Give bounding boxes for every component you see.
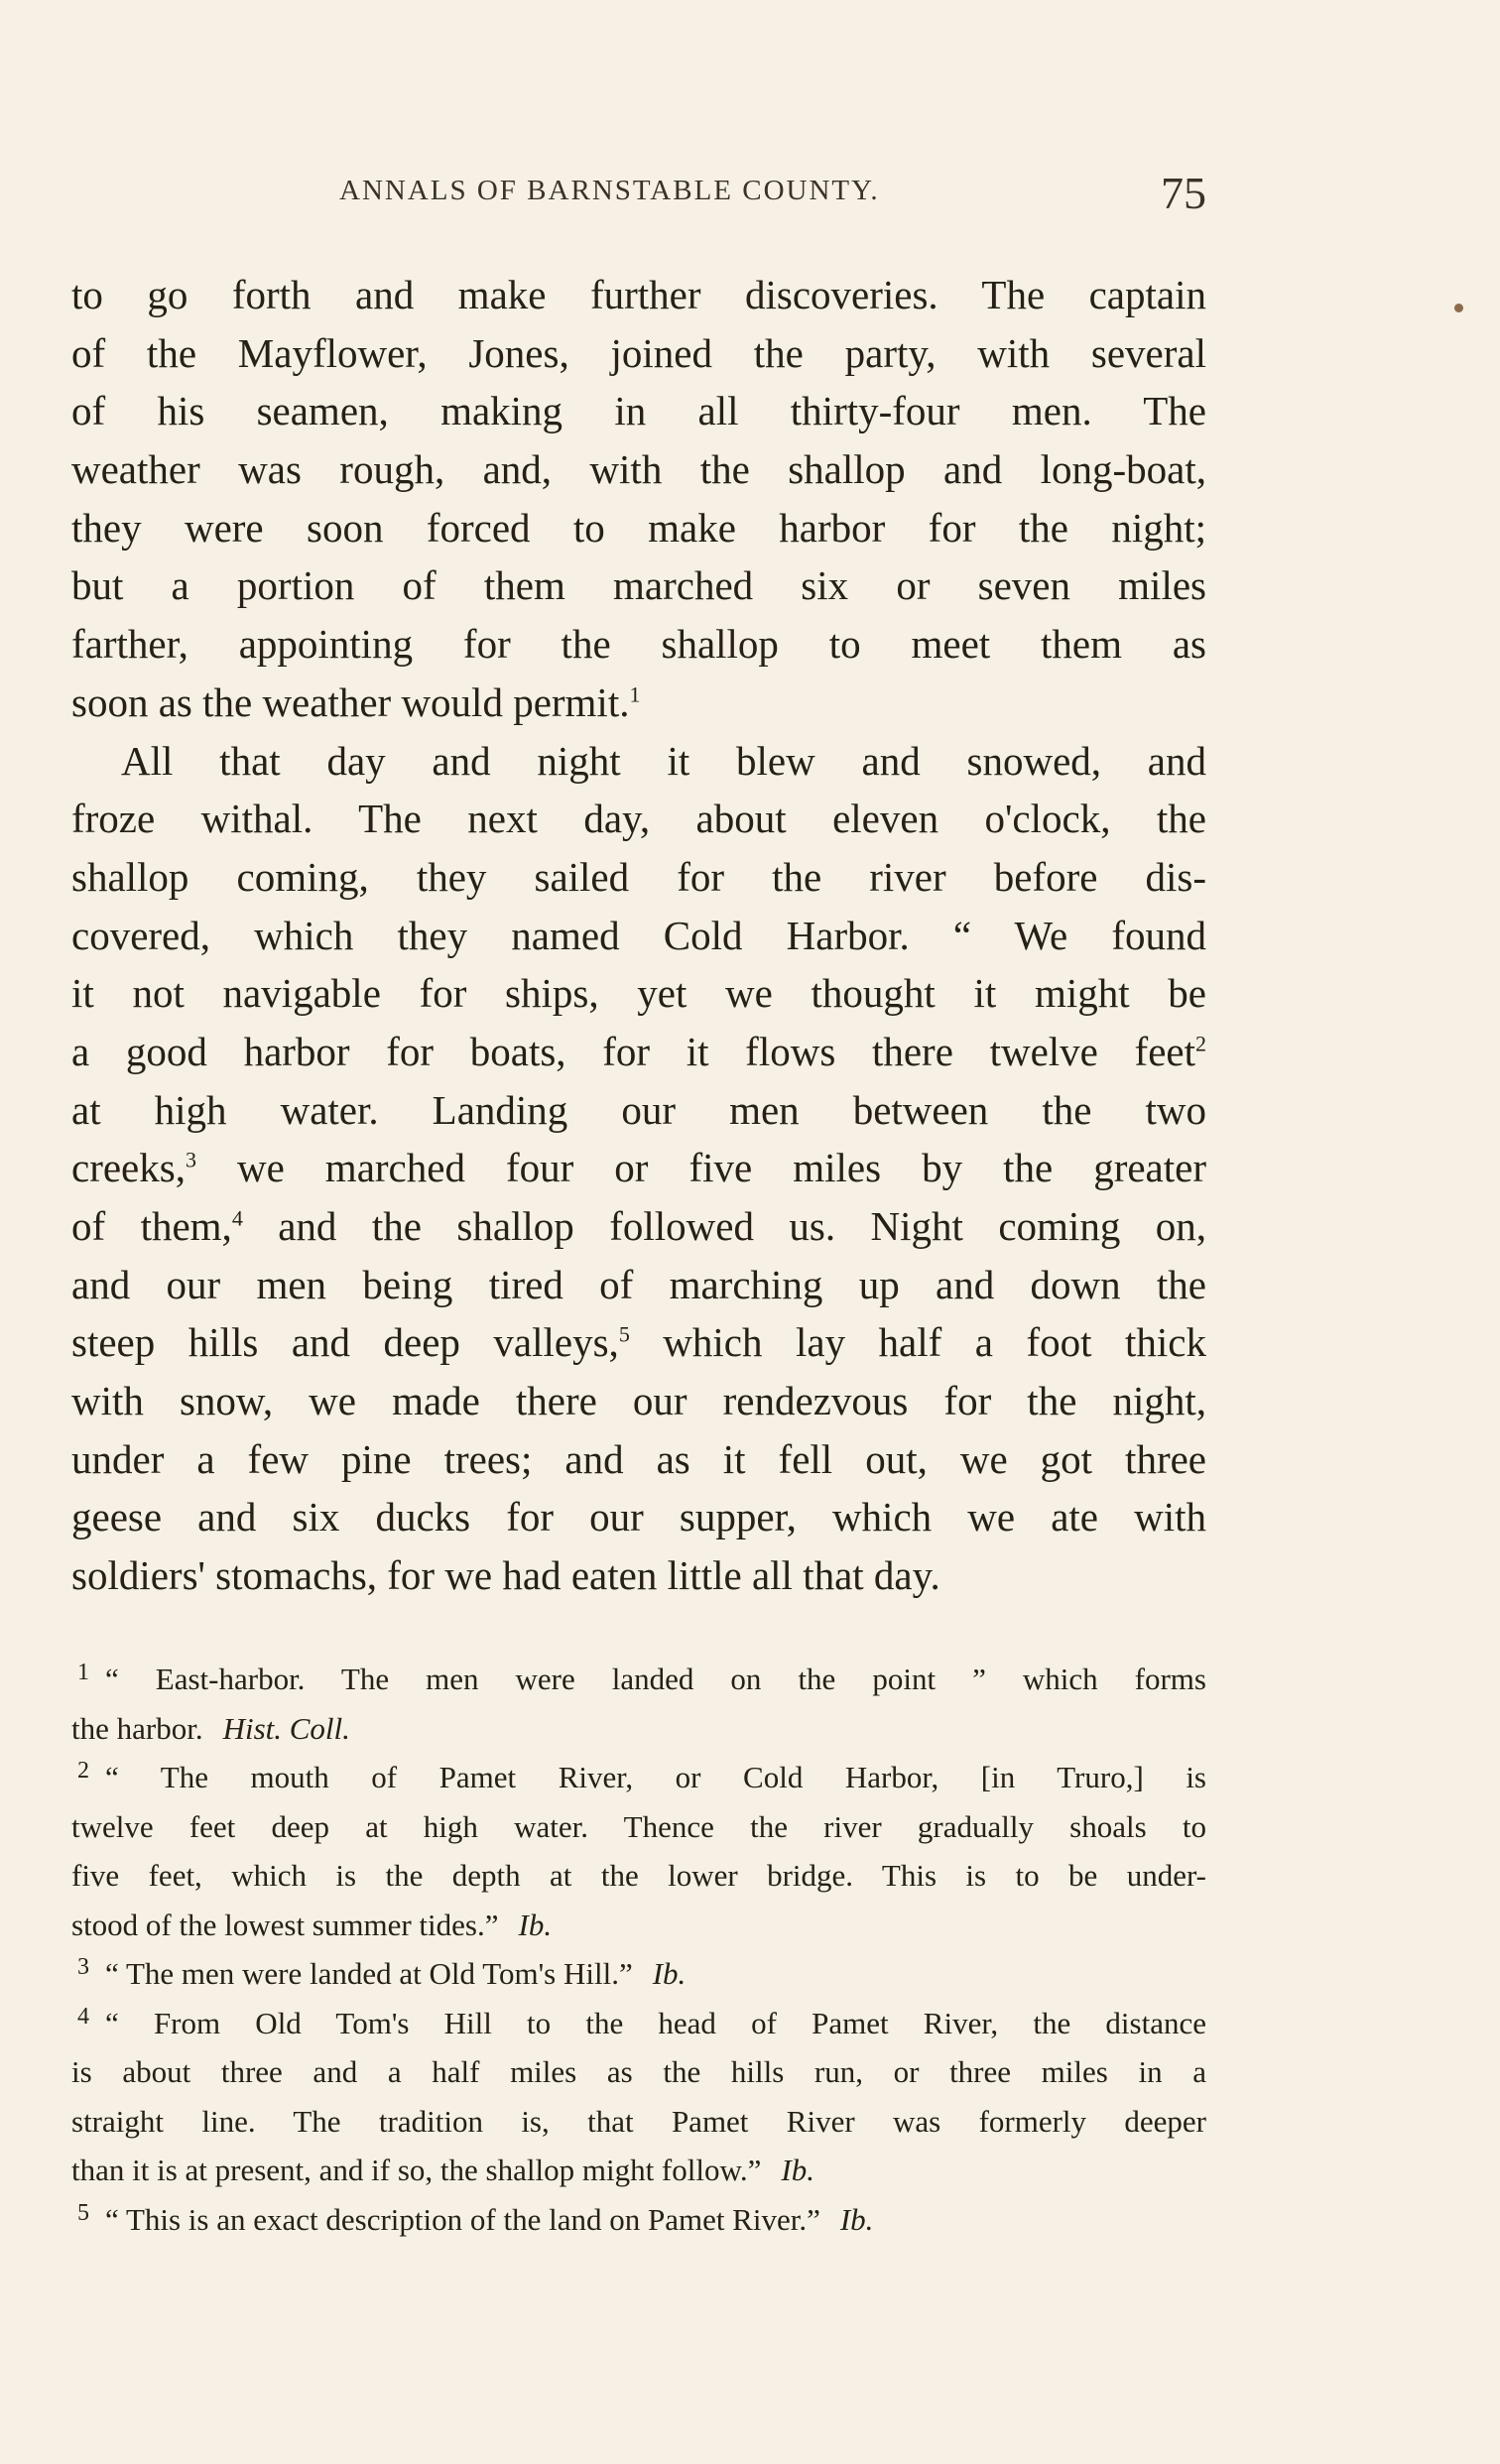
body-line <box>71 440 1206 499</box>
footnote-line <box>71 2097 1206 2147</box>
body-line-text-continued: we marched four or five miles by the greater <box>195 1145 1206 1191</box>
footnote-text: “ This is an exact description of the land on Pamet River.” <box>105 2201 820 2237</box>
body-line <box>71 732 1206 791</box>
footnote-line <box>71 1949 1206 1999</box>
footnote-text: is about three and a half miles as the hills run, or three miles in a <box>71 2054 1206 2089</box>
body-line-text-continued: which lay half a foot thick <box>629 1319 1206 1366</box>
footnote-citation: Ib. <box>839 2201 874 2237</box>
footnote-text: stood of the lowest summer tides.” <box>71 1907 499 1942</box>
footnote-line <box>71 2047 1206 2097</box>
body-line-text: a good harbor for boats, for it flows there twelve feet <box>71 1028 1195 1074</box>
body-line <box>71 1256 1206 1314</box>
footnote-number: 3 <box>77 1954 89 1980</box>
page-number: 75 <box>1161 168 1206 218</box>
body-line <box>71 1546 1206 1605</box>
body-line <box>71 382 1206 440</box>
footnote-text: straight line. The tradition is, that Pamet River was formerly deeper <box>71 2103 1206 2139</box>
running-head: ANNALS OF BARNSTABLE COUNTY. <box>339 175 880 206</box>
body-line-text: steep hills and deep valleys, <box>71 1319 619 1366</box>
body-line <box>71 1430 1206 1489</box>
body-line-text: they were soon forced to make harbor for the night; <box>71 504 1206 551</box>
body-line-text: of them, <box>71 1203 232 1249</box>
footnote-text: five feet, which is the depth at the lower bridge. This is to be under- <box>71 1858 1206 1893</box>
body-line <box>71 556 1206 615</box>
footnote-line <box>71 2146 1206 2195</box>
body-line <box>71 964 1206 1023</box>
footnote-text: “ The mouth of Pamet River, or Cold Harbor, [in Truro,] is <box>105 1760 1206 1794</box>
footnote-text: the harbor. <box>71 1710 203 1746</box>
body-line-text: at high water. Landing our men between the two <box>71 1086 1206 1133</box>
body-line-text: to go forth and make further discoveries. The captain <box>71 272 1206 317</box>
body-line-text: All that day and night it blew and snowed, and <box>121 737 1206 784</box>
body-line-text: but a portion of them marched six or seven miles <box>71 562 1206 609</box>
footnote-citation: Ib. <box>518 1907 553 1942</box>
body-line <box>71 1313 1206 1372</box>
footnote-reference[interactable]: 1 <box>629 681 641 707</box>
body-line <box>71 1372 1206 1430</box>
footnote-number: 4 <box>77 2003 89 2030</box>
body-line <box>71 1023 1206 1081</box>
footnote-number: 1 <box>77 1660 89 1685</box>
body-line <box>71 1081 1206 1140</box>
footnote-citation: Ib. <box>652 1956 687 1991</box>
body-line-text: and our men being tired of marching up and down the <box>71 1261 1206 1307</box>
body-line <box>71 266 1206 324</box>
body-line-text: of his seamen, making in all thirty-four men. The <box>71 388 1206 434</box>
body-line <box>71 674 1206 732</box>
footnote-text: “ The men were landed at Old Tom's Hill.” <box>105 1956 633 1991</box>
body-line <box>71 1488 1206 1546</box>
footnote-number: 5 <box>77 2199 89 2226</box>
body-line-text: weather was rough, and, with the shallop and long-boat, <box>71 446 1206 493</box>
body-line <box>71 324 1206 383</box>
body-line-text: shallop coming, they sailed for the river before dis- <box>71 853 1206 900</box>
body-line <box>71 790 1206 848</box>
body-line <box>71 907 1206 965</box>
footnote-line <box>71 1753 1206 1802</box>
footnote-reference[interactable]: 3 <box>185 1147 196 1172</box>
body-line-text: creeks, <box>71 1145 186 1191</box>
page-header <box>71 167 1206 226</box>
footnote-reference[interactable]: 4 <box>231 1205 243 1231</box>
body-line-text: it not navigable for ships, yet we thought it might be <box>71 970 1206 1017</box>
footnote-text: “ East-harbor. The men were landed on the point ” which forms <box>105 1662 1206 1696</box>
footnote-reference[interactable]: 2 <box>1195 1031 1206 1056</box>
footnote-text: than it is at present, and if so, the shallop might follow.” <box>71 2153 762 2187</box>
body-line-text-continued: and the shallop followed us. Night coming on, <box>242 1203 1206 1249</box>
body-line-text: soon as the weather would permit. <box>71 678 630 725</box>
footnote-line <box>71 1851 1206 1901</box>
body-line-text: of the Mayflower, Jones, joined the party, with several <box>71 329 1206 376</box>
margin-mark <box>1454 304 1463 312</box>
body-text <box>71 266 1206 1605</box>
body-line <box>71 499 1206 557</box>
body-line <box>71 1139 1206 1197</box>
body-line-text: froze withal. The next day, about eleven o'clock, the <box>71 796 1206 842</box>
body-line <box>71 1197 1206 1256</box>
footnote-number: 2 <box>77 1758 89 1784</box>
footnote-line <box>71 1655 1206 1704</box>
body-line-text: farther, appointing for the shallop to meet them as <box>71 621 1206 668</box>
footnote-line <box>71 1704 1206 1754</box>
body-line <box>71 615 1206 674</box>
footnote-line <box>71 2195 1206 2245</box>
footnote-text: twelve feet deep at high water. Thence the river gradually shoals to <box>71 1808 1206 1844</box>
body-line <box>71 848 1206 907</box>
footnote-citation: Hist. Coll. <box>222 1710 350 1746</box>
body-line-text: covered, which they named Cold Harbor. “ We found <box>71 912 1206 958</box>
body-line-text: soldiers' stomachs, for we had eaten little all that day. <box>71 1552 940 1599</box>
body-line-text: geese and six ducks for our supper, which we ate with <box>71 1494 1206 1540</box>
footnote-citation: Ib. <box>781 2153 814 2187</box>
footnote-text: “ From Old Tom's Hill to the head of Pamet River, the distance <box>105 2005 1206 2040</box>
footnote-line <box>71 1999 1206 2048</box>
footnotes <box>71 1655 1206 2244</box>
footnote-line <box>71 1901 1206 1950</box>
footnote-line <box>71 1802 1206 1852</box>
footnote-reference[interactable]: 5 <box>618 1321 630 1347</box>
body-line-text: with snow, we made there our rendezvous for the night, <box>71 1378 1206 1424</box>
body-line-text: under a few pine trees; and as it fell out, we got three <box>71 1435 1206 1482</box>
